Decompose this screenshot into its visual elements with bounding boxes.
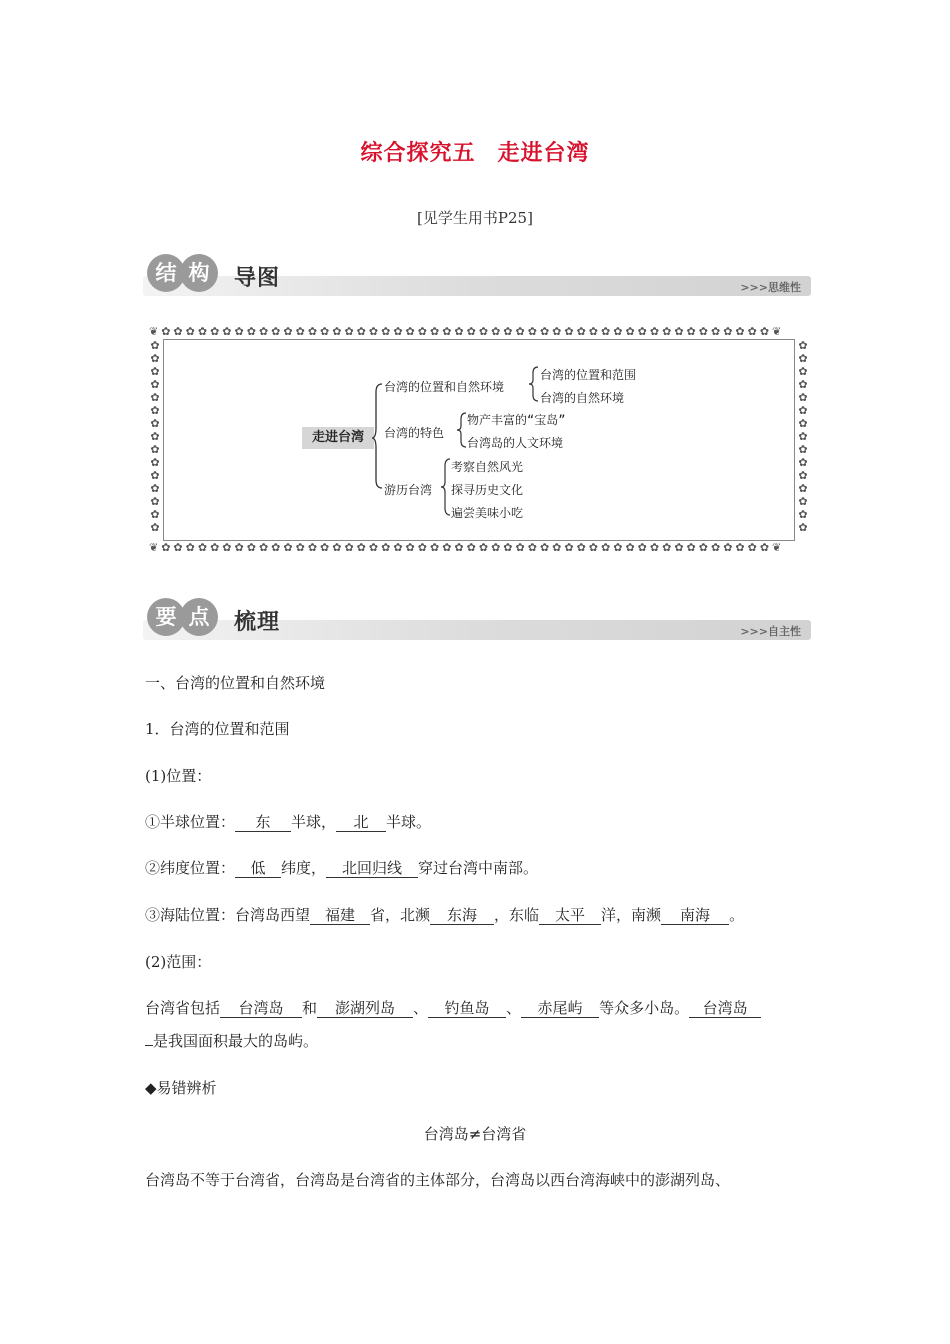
text: 半球，: [291, 813, 337, 831]
answer-blank: 福建: [310, 907, 370, 925]
banner-word: 导图: [234, 266, 281, 291]
mindmap-root: 走进台湾: [302, 427, 374, 449]
answer-blank: 澎湖列岛: [317, 1000, 413, 1018]
answer-blank: 北回归线: [326, 860, 418, 878]
note-text: 台湾岛不等于台湾省，台湾岛是台湾省的主体部分，台湾岛以西台湾海峡中的澎湖列岛、: [145, 1171, 731, 1189]
answer-blank: 赤尾屿: [521, 1000, 599, 1018]
mindmap-leaf-3-2: 探寻历史文化: [451, 483, 524, 497]
banner-circle-2: 点: [180, 598, 218, 636]
book-reference: [见学生用书P25]: [417, 209, 533, 227]
decorative-border-bottom: ❦✿✿✿✿✿✿✿✿✿✿✿✿✿✿✿✿✿✿✿✿✿✿✿✿✿✿✿✿✿✿✿✿✿✿✿✿✿✿✿✿✿✿✿✿✿✿✿✿✿✿❦: [149, 541, 785, 554]
decorative-border-top: ❦✿✿✿✿✿✿✿✿✿✿✿✿✿✿✿✿✿✿✿✿✿✿✿✿✿✿✿✿✿✿✿✿✿✿✿✿✿✿✿✿✿✿✿✿✿✿✿✿✿✿❦: [149, 325, 785, 338]
text: ③海陆位置：台湾岛西望: [145, 906, 311, 924]
text: 省，北濒: [370, 906, 431, 924]
heading-range: (2)范围：: [145, 953, 212, 971]
banner-tag: >>>自主性: [740, 625, 801, 638]
paragraph-range-line2: [145, 1030, 318, 1051]
mindmap-leaf-3-3: 遍尝美味小吃: [451, 506, 524, 520]
answer-blank: 台湾岛: [689, 1000, 761, 1018]
mindmap-leaf-2-2: 台湾岛的人文环境: [467, 436, 564, 450]
brace-b1: [528, 364, 540, 404]
text: 是我国面积最大的岛屿。: [153, 1032, 319, 1050]
banner-circle-2: 构: [180, 254, 218, 292]
text: ①半球位置：: [145, 813, 236, 831]
note-heading: ◆易错辨析: [145, 1079, 217, 1097]
text: 洋，南濒: [601, 906, 662, 924]
banner-circle-1: 结: [147, 254, 185, 292]
mindmap-leaf-3-1: 考察自然风光: [451, 460, 524, 474]
mindmap-branch-2: 台湾的特色: [384, 426, 445, 440]
mindmap-leaf-1-2: 台湾的自然环境: [540, 391, 625, 405]
answer-blank: 钓鱼岛: [428, 1000, 506, 1018]
answer-blank: 北: [336, 814, 386, 832]
decorative-border-right: ✿ ✿ ✿ ✿ ✿ ✿ ✿ ✿ ✿ ✿ ✿ ✿ ✿ ✿ ✿: [798, 339, 808, 534]
text: 。: [729, 906, 745, 924]
text: 台湾省包括: [145, 999, 221, 1017]
mindmap-branch-1: 台湾的位置和自然环境: [384, 380, 505, 394]
answer-blank: 太平: [539, 907, 601, 925]
title-main: 综合探究五: [360, 141, 476, 166]
section-banner-keypoints: [143, 596, 811, 652]
text: 和: [302, 999, 318, 1017]
banner-word: 梳理: [234, 610, 281, 635]
heading-1-1: 1．台湾的位置和范围: [145, 720, 290, 738]
answer-blank: 东海: [430, 907, 494, 925]
mindmap-leaf-1-1: 台湾的位置和范围: [540, 368, 637, 382]
text: ，东临: [494, 906, 540, 924]
text: 穿过台湾中南部。: [418, 859, 539, 877]
text: 等众多小岛。: [599, 999, 690, 1017]
banner-circle-1: 要: [147, 598, 185, 636]
answer-blank: 南海: [661, 907, 729, 925]
section-banner-structure: [143, 252, 811, 308]
text: 纬度，: [281, 859, 327, 877]
line-hemisphere: [145, 811, 431, 832]
text: ②纬度位置：: [145, 859, 236, 877]
heading-position: (1)位置：: [145, 767, 212, 785]
note-title: 台湾岛≠台湾省: [423, 1125, 527, 1143]
answer-blank: 东: [235, 814, 291, 832]
mindmap-branch-3: 游历台湾: [384, 483, 433, 497]
line-latitude: [145, 857, 538, 878]
paragraph-range: [145, 997, 810, 1018]
heading-section-1: 一、台湾的位置和自然环境: [145, 674, 326, 692]
decorative-border-left: ✿ ✿ ✿ ✿ ✿ ✿ ✿ ✿ ✿ ✿ ✿ ✿ ✿ ✿ ✿: [150, 339, 160, 534]
title-sub: 走进台湾: [497, 141, 590, 166]
answer-blank: 台湾岛: [220, 1000, 302, 1018]
line-sea-land: [145, 904, 744, 925]
banner-tag: >>>思维性: [740, 281, 801, 294]
text: 、: [413, 999, 429, 1017]
answer-blank: 低: [235, 860, 281, 878]
answer-blank-tail: [145, 1045, 153, 1046]
text: 、: [506, 999, 522, 1017]
mindmap-leaf-2-1: 物产丰富的“宝岛”: [467, 413, 566, 427]
page-title: [0, 136, 950, 167]
text: 半球。: [386, 813, 432, 831]
